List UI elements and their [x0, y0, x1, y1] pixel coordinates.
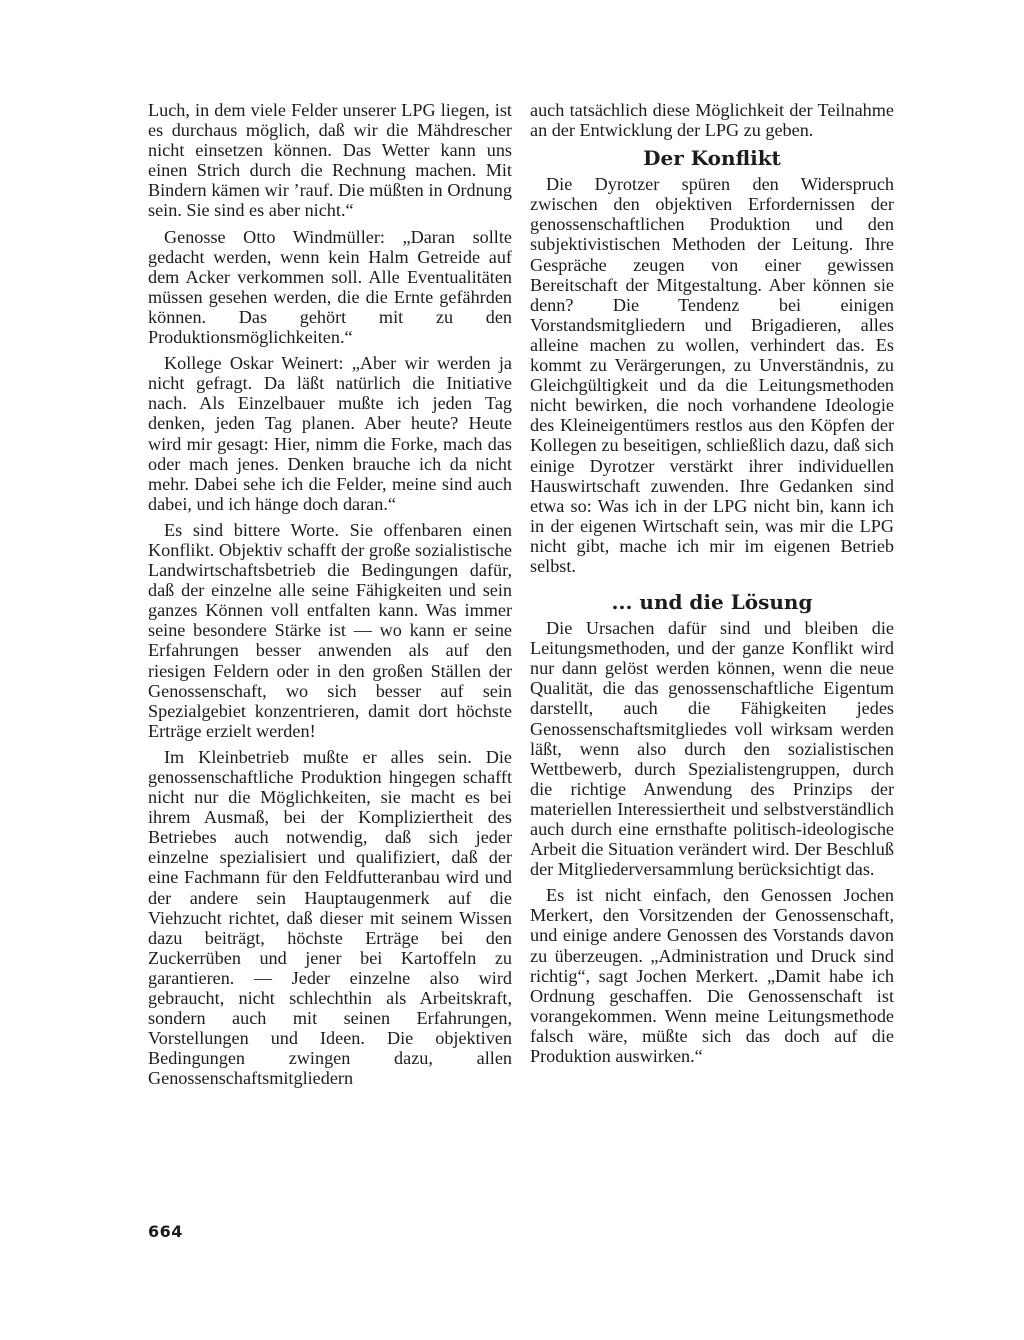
paragraph: Luch, in dem viele Felder unserer LPG liegen, ist es durchaus möglich, daß wir die Mähdrescher nicht einsetzen können. Das Wetter kann uns einen Strich durch die Rechnung machen. Mit Bindern kämen wir ’rauf. Die müßten in Ordnung sein. Sie sind es aber nicht.“ — [148, 100, 512, 221]
paragraph: Kollege Oskar Weinert: „Aber wir werden ja nicht gefragt. Da läßt natürlich die Initiative nach. Als Einzelbauer mußte ich jeden Tag denken, jeden Tag planen. Aber heute? Heute wird mir gesagt: Hier, nimm die Forke, mach das oder mach jenes. Denken brauche ich da nicht mehr. Dabei sehe ich die Felder, meine sind auch dabei, und ich hänge doch daran.“ — [148, 353, 512, 514]
paragraph: Es sind bittere Worte. Sie offenbaren einen Konflikt. Objektiv schafft der große sozialistische Landwirtschaftsbetrieb die Bedingungen dafür, daß der einzelne alle seine Fähigkeiten und sein ganzes Können voll entfalten kann. Was immer seine besondere Stärke ist — wo kann er seine Erfahrungen besser anwenden als auf den riesigen Feldern oder in den großen Ställen der Genossenschaft, wo sich besser auf sein Spezialgebiet konzentrieren, damit dort höchste Erträge erzielt werden! — [148, 519, 512, 741]
paragraph: Die Dyrotzer spüren den Widerspruch zwischen den objektiven Erfordernissen der genossenschaftlichen Produktion und den subjektivistischen Methoden der Leitung. Ihre Gespräche zeugen von einer gewissen Bereitschaft der Mitgestaltung. Aber können sie denn? Die Tendenz bei einigen Vorstandsmitgliedern und Brigadieren, alles alleine machen zu wollen, verhindert das. Es kommt zu Verärgerungen, zu Unverständnis, zu Gleichgültigkeit und da die Leitungsmethoden nicht bewirken, die noch vorhandene Ideologie des Kleineigentümers restlos aus den Köpfen der Kollegen zu beseitigen, schließlich dazu, daß sich einige Dyrotzer verstärkt ihrer individuellen Hauswirtschaft zuwenden. Ihre Gedanken sind etwa so: Was ich in der LPG nicht bin, kann ich in der eigenen Wirtschaft sein, was mir die LPG nicht gibt, mache ich mir im eigenen Betrieb selbst. — [530, 174, 894, 576]
paragraph: Genosse Otto Windmüller: „Daran sollte gedacht werden, wenn kein Halm Getreide auf dem Acker verkommen soll. Alle Eventualitäten müssen gesehen werden, die die Ernte gefährden können. Das gehört mit zu den Produktionsmöglichkeiten.“ — [148, 226, 512, 348]
paragraph: Im Kleinbetrieb mußte er alles sein. Die genossenschaftliche Produktion hingegen schafft nicht nur die Möglichkeiten, sie macht es bei ihrem Ausmaß, bei der Kompliziertheit des Betriebes auch notwendig, daß sich jeder einzelne spezialisiert und qualifiziert, daß der eine Fachmann für den Feldfutteranbau wird und der andere sein Hauptaugenmerk auf die Viehzucht richtet, daß dieser mit seinem Wissen dazu beiträgt, höchste Erträge bei den Zuckerrüben und jener bei Kartoffeln zu garantieren. — Jeder einzelne also wird gebraucht, nicht schlechthin als Arbeitskraft, sondern auch mit seinen Erfahrungen, Vorstellungen und Ideen. Die objektiven Bedingungen zwingen dazu, allen Genossenschaftsmitgliedern — [148, 746, 512, 1089]
paragraph: Es ist nicht einfach, den Genossen Jochen Merkert, den Vorsitzenden der Genossenschaft, und einige andere Genossen des Vorstands davon zu überzeugen. „Administration und Druck sind richtig“, sagt Jochen Merkert. „Damit habe ich Ordnung geschaffen. Die Genossenschaft ist vorangekommen. Wenn meine Leitungsmethode falsch wäre, müßte sich das doch auf die Produktion auswirken.“ — [530, 885, 894, 1067]
paragraph: auch tatsächlich diese Möglichkeit der Teilnahme an der Entwicklung der LPG zu geben. — [530, 100, 894, 141]
section-heading: Der Konflikt — [643, 146, 781, 171]
section-heading: ... und die Lösung — [611, 590, 813, 615]
right-column — [530, 100, 894, 1072]
left-column — [148, 100, 512, 1095]
paragraph: Die Ursachen dafür sind und bleiben die Leitungsmethoden, und der ganze Konflikt wird nur dann gelöst werden können, wenn die neue Qualität, die das genossenschaftliche Eigentum darstellt, auch die Fähigkeiten jedes Genossenschaftsmitgliedes voll wirksam werden läßt, wenn also durch den sozialistischen Wettbewerb, durch Spezialistengruppen, durch die richtige Anwendung des Prinzips der materiellen Interessiertheit und selbstverständlich auch durch eine ernsthafte politisch-ideologische Arbeit die Situation verändert wird. Der Beschluß der Mitgliederversammlung berücksichtigt das. — [530, 618, 894, 880]
page-number: 664 — [148, 1222, 183, 1241]
